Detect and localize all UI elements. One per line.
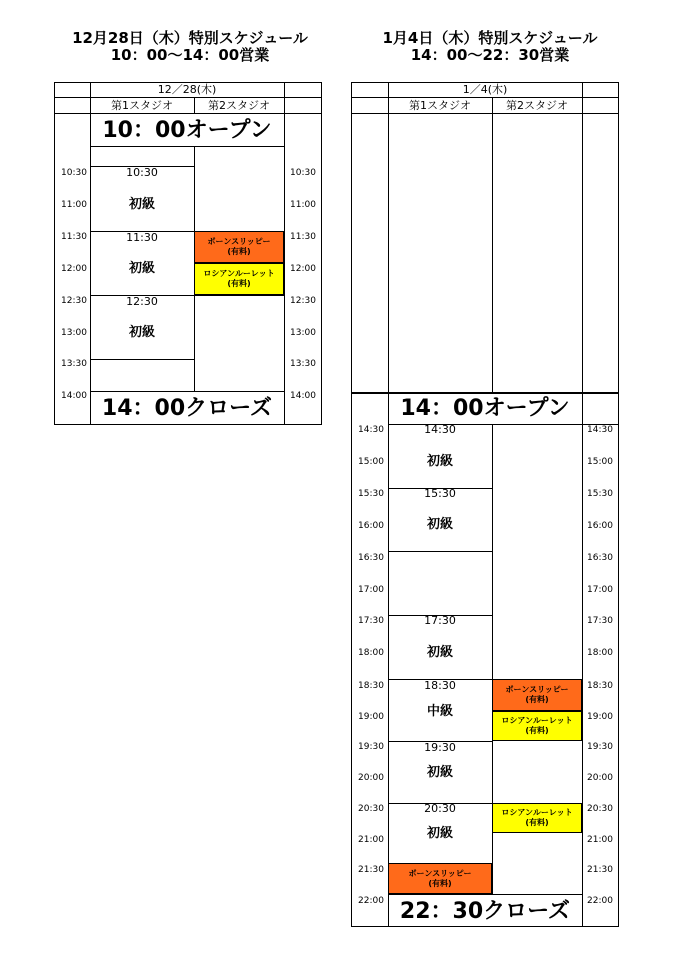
right-col-line-1 [388, 82, 389, 927]
right-close-line [388, 894, 582, 895]
right-time-label: 17:30 [358, 616, 384, 626]
class-time: 12:30 [126, 295, 158, 308]
right-time-label-right: 16:00 [587, 521, 613, 531]
left-time-label: 10:30 [61, 168, 87, 178]
event-note: (有料) [525, 818, 549, 827]
right-time-label: 17:00 [358, 585, 384, 595]
right-studio2-header: 第2スタジオ [506, 99, 568, 112]
left-close-line [90, 391, 284, 392]
event-name: ロシアンルーレット [501, 808, 573, 817]
left-title-line1: 12月28日（木）特別スケジュール [72, 29, 308, 47]
right-time-label-right: 15:00 [587, 457, 613, 467]
class-time: 17:30 [424, 614, 456, 627]
right-time-label-right: 17:30 [587, 616, 613, 626]
event-note: (有料) [525, 726, 549, 735]
class-level: 初級 [426, 517, 453, 532]
right-title-line2: 14：00～22：30営業 [410, 46, 570, 64]
right-header-divider [351, 97, 619, 98]
right-close-banner: 22：30クローズ [399, 899, 571, 924]
event-name: ボーンスリッピー [505, 685, 569, 694]
event-note: (有料) [227, 279, 251, 288]
right-time-label: 20:00 [358, 773, 384, 783]
right-time-label: 20:30 [358, 804, 384, 814]
right-time-label: 14:30 [358, 425, 384, 435]
right-time-label-right: 22:00 [587, 896, 613, 906]
left-open-line [90, 146, 284, 147]
left-time-label: 11:30 [61, 232, 87, 242]
class-time: 10:30 [126, 166, 158, 179]
left-time-label-right: 13:30 [290, 359, 316, 369]
left-header-bottom [54, 113, 322, 114]
right-time-label: 19:30 [358, 742, 384, 752]
left-time-label-right: 12:30 [290, 296, 316, 306]
right-time-label: 21:30 [358, 865, 384, 875]
left-time-label: 13:30 [61, 359, 87, 369]
left-time-label: 13:00 [61, 328, 87, 338]
class-level: 初級 [128, 325, 155, 340]
left-time-label: 14:00 [61, 391, 87, 401]
left-time-label-right: 14:00 [290, 391, 316, 401]
right-open-banner: 14：00オープン [400, 396, 570, 421]
class-level: 中級 [426, 704, 453, 719]
left-header-divider [54, 97, 322, 98]
event-name: ロシアンルーレット [203, 269, 275, 278]
left-studio1-header: 第1スタジオ [111, 99, 173, 112]
event-note: (有料) [227, 247, 251, 256]
left-col-line-3 [284, 82, 285, 425]
class-level: 初級 [128, 197, 155, 212]
right-time-label: 15:00 [358, 457, 384, 467]
class-level: 初級 [128, 261, 155, 276]
right-time-label-right: 21:30 [587, 865, 613, 875]
class-time: 20:30 [424, 802, 456, 815]
class-time: 15:30 [424, 487, 456, 500]
left-slot-line [90, 359, 194, 360]
right-time-label: 21:00 [358, 835, 384, 845]
right-time-label: 18:30 [358, 681, 384, 691]
right-date-header: 1／4(木) [462, 83, 508, 96]
event-note: (有料) [428, 878, 452, 888]
right-time-label-right: 21:00 [587, 835, 613, 845]
right-time-label-right: 19:00 [587, 712, 613, 722]
event-russian-roulette [194, 263, 284, 295]
left-time-label: 11:00 [61, 200, 87, 210]
right-time-label: 16:30 [358, 553, 384, 563]
event-name: ボーンスリッピー [408, 868, 472, 878]
right-studio1-header: 第1スタジオ [409, 99, 471, 112]
left-time-label: 12:30 [61, 296, 87, 306]
left-date-header: 12／28(木) [157, 83, 217, 96]
left-title-line2: 10：00～14：00営業 [110, 46, 270, 64]
event-russian-roulette [492, 711, 582, 741]
event-bone-slippy [194, 231, 284, 263]
left-time-label-right: 11:00 [290, 200, 316, 210]
right-time-label: 19:00 [358, 712, 384, 722]
right-time-label-right: 14:30 [587, 425, 613, 435]
right-time-label-right: 19:30 [587, 742, 613, 752]
class-time: 14:30 [424, 423, 456, 436]
right-time-label-right: 18:00 [587, 648, 613, 658]
right-time-label: 18:00 [358, 648, 384, 658]
left-col-line-2a [194, 97, 195, 114]
left-time-label: 12:00 [61, 264, 87, 274]
left-open-banner: 10：00オープン [102, 118, 272, 143]
right-schedule-table [351, 82, 619, 927]
class-time: 19:30 [424, 741, 456, 754]
left-time-label-right: 10:30 [290, 168, 316, 178]
right-time-label-right: 20:30 [587, 804, 613, 814]
event-russian-roulette [492, 803, 582, 833]
right-time-label: 15:30 [358, 489, 384, 499]
class-time: 18:30 [424, 679, 456, 692]
event-note: (有料) [525, 695, 549, 704]
left-time-label-right: 11:30 [290, 232, 316, 242]
class-level: 初級 [426, 765, 453, 780]
right-time-label-right: 16:30 [587, 553, 613, 563]
class-time: 11:30 [126, 231, 158, 244]
left-time-label-right: 13:00 [290, 328, 316, 338]
left-studio2-header: 第2スタジオ [208, 99, 270, 112]
right-slot-line [388, 551, 492, 552]
event-bone-slippy [388, 863, 492, 894]
right-time-label: 16:00 [358, 521, 384, 531]
right-col-line-2a [492, 97, 493, 393]
right-title-line1: 1月4日（木）特別スケジュール [382, 29, 598, 47]
right-time-label-right: 15:30 [587, 489, 613, 499]
left-time-label-right: 12:00 [290, 264, 316, 274]
right-time-label: 22:00 [358, 896, 384, 906]
right-time-label-right: 20:00 [587, 773, 613, 783]
right-time-label-right: 18:30 [587, 681, 613, 691]
event-name: ロシアンルーレット [501, 716, 573, 725]
right-time-label-right: 17:00 [587, 585, 613, 595]
event-bone-slippy [492, 679, 582, 711]
right-col-line-3 [582, 82, 583, 927]
class-level: 初級 [426, 826, 453, 841]
right-open-line [351, 392, 619, 394]
class-level: 初級 [426, 645, 453, 660]
event-name: ボーンスリッピー [207, 237, 271, 246]
left-close-banner: 14：00クローズ [101, 396, 273, 421]
right-header-bottom [351, 113, 619, 114]
class-level: 初級 [426, 454, 453, 469]
